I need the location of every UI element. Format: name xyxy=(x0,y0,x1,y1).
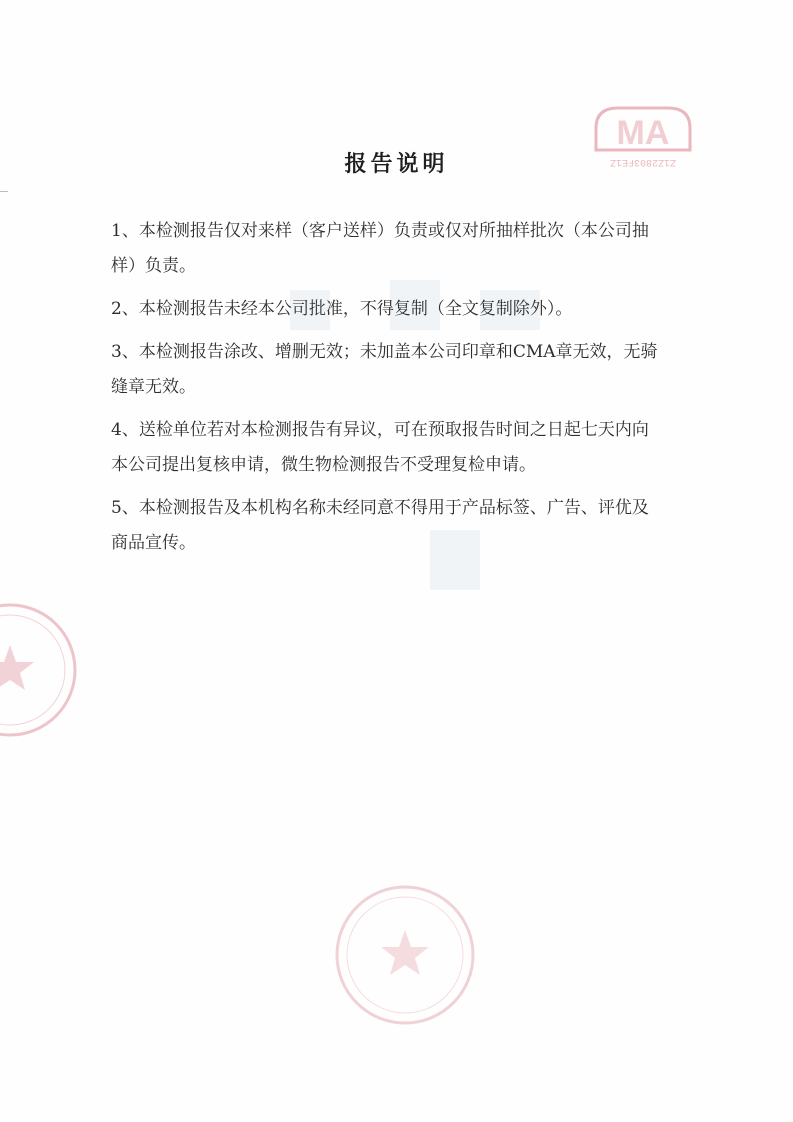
note-line: 缝章无效。 xyxy=(111,377,196,397)
note-line: 商品宣传。 xyxy=(111,533,196,553)
left-seal-stamp xyxy=(0,590,85,750)
margin-mark xyxy=(0,191,8,192)
cma-stamp-number: Z1Z2803FE1Z xyxy=(609,156,677,167)
note-line: 3、本检测报告涂改、增删无效；未加盖本公司印章和CMA章无效，无骑 xyxy=(111,342,658,362)
note-item-1 xyxy=(111,214,701,284)
note-item-3 xyxy=(111,335,701,405)
note-line: 2、本检测报告未经本公司批准，不得复制（全文复制除外）。 xyxy=(111,299,573,319)
note-line: 1、本检测报告仅对来样（客户送样）负责或仅对所抽样批次（本公司抽 xyxy=(111,221,649,241)
note-line: 本公司提出复核申请，微生物检测报告不受理复检申请。 xyxy=(111,455,536,475)
note-line: 4、送检单位若对本检测报告有异议，可在预取报告时间之日起七天内向 xyxy=(111,420,649,440)
cma-stamp-mark: MA xyxy=(616,114,670,152)
note-line: 样）负责。 xyxy=(111,256,196,276)
notes-list xyxy=(111,214,701,569)
note-line: 5、本检测报告及本机构名称未经同意不得用于产品标签、广告、评优及 xyxy=(111,498,649,518)
page-title: 报告说明 xyxy=(344,151,449,177)
note-item-4 xyxy=(111,413,701,483)
note-item-5 xyxy=(111,491,701,561)
note-item-2 xyxy=(111,292,701,327)
bottom-seal-stamp xyxy=(330,880,480,1030)
